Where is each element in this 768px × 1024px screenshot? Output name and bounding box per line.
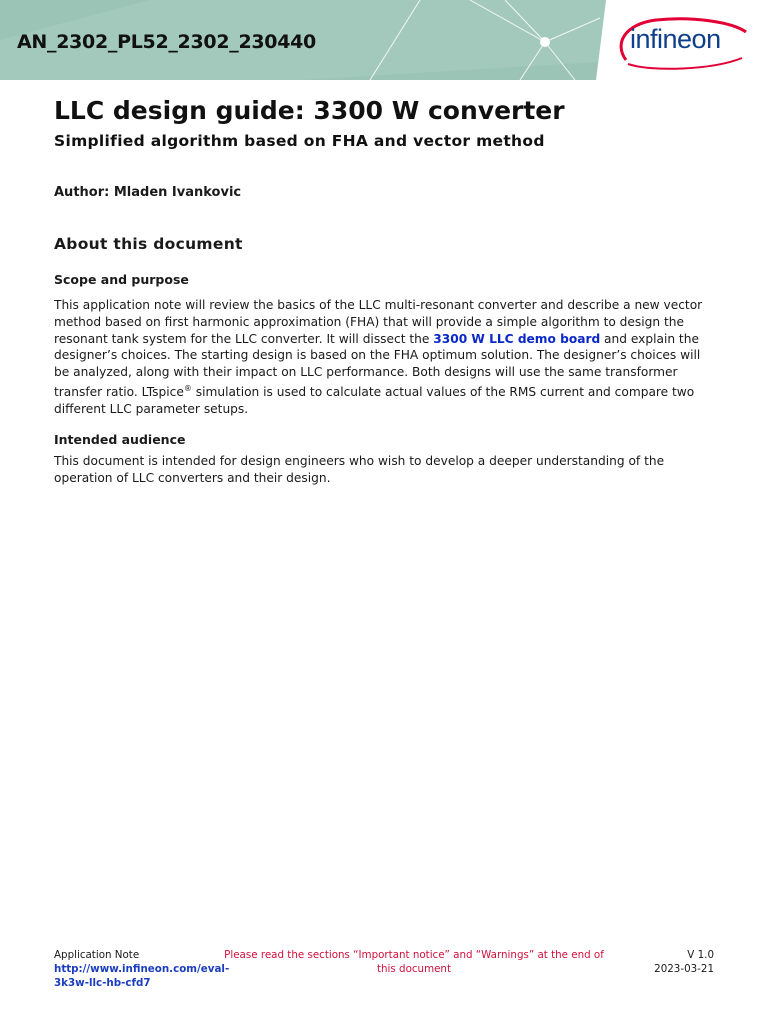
audience-heading: Intended audience [54, 432, 186, 447]
network-node [540, 37, 550, 47]
about-heading: About this document [54, 235, 243, 253]
author-line: Author: Mladen Ivankovic [54, 185, 242, 200]
scope-text-part-3: simulation is used to calculate actual values of the RMS current and compare two different LLC parameter setups. [54, 385, 695, 416]
footer-right [614, 948, 714, 976]
infineon-logo [612, 14, 752, 74]
header-band [0, 0, 768, 80]
document-title: LLC design guide: 3300 W converter [54, 96, 565, 125]
footer-url-link[interactable]: http://www.infineon.com/eval-3k3w-llc-hb-cfd7 [54, 963, 230, 989]
footer-date: 2023-03-21 [654, 963, 714, 975]
registered-mark: ® [183, 383, 192, 393]
scope-text-part-1: This application note will review the basics of the LLC multi-resonant converter and describe a new vector method based on first harmonic approximation (FHA) that will provide a simple algorithm to design the resonant tank system for the LLC converter. It will dissect the [54, 298, 703, 346]
logo-text: infineon [630, 24, 721, 54]
footer-left [54, 948, 229, 990]
scope-text-part-2: and explain the designer’s choices. The starting design is based on the FHA optimum solution. The designer’s choices will be analyzed, along with their impact on LLC performance. Both designs will use the same transformer transfer ratio. LTspice [54, 331, 701, 400]
footer-notice: Please read the sections “Important notice” and “Warnings” at the end of this document [224, 949, 604, 975]
footer-doc-type: Application Note [54, 949, 140, 961]
document-id: AN_2302_PL52_2302_230440 [17, 31, 316, 53]
scope-heading: Scope and purpose [54, 272, 189, 287]
scope-paragraph [54, 297, 718, 418]
audience-paragraph: This document is intended for design engineers who wish to develop a deeper understanding of the operation of LLC converters and their design. [54, 454, 665, 485]
demo-board-link[interactable]: 3300 W LLC demo board [433, 331, 601, 346]
footer-version: V 1.0 [687, 949, 714, 961]
document-subtitle: Simplified algorithm based on FHA and vector method [54, 132, 545, 150]
